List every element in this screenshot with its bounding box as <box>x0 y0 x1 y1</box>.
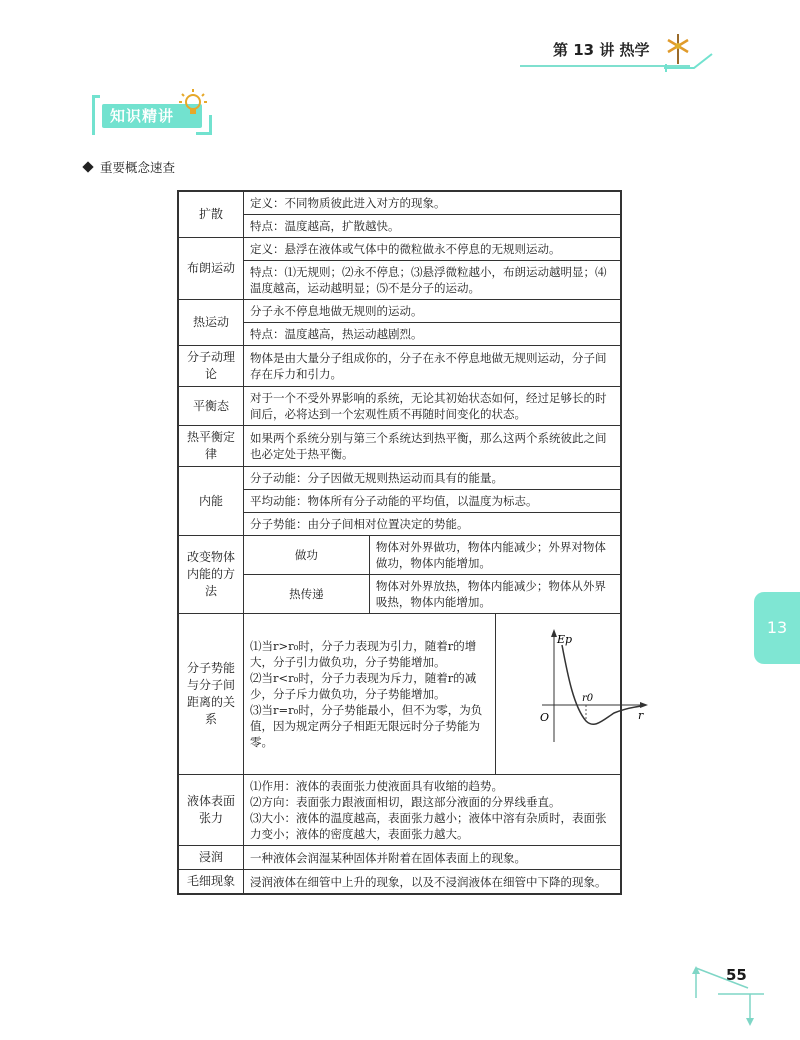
term-cell: 布朗运动 <box>178 238 244 300</box>
term-cell: 内能 <box>178 467 244 536</box>
definition-cell: 特点：温度越高，热运动越剧烈。 <box>244 323 622 346</box>
definition-cell: 定义：悬浮在液体或气体中的微粒做永不停息的无规则运动。 <box>244 238 622 261</box>
windmill-icon <box>664 30 714 74</box>
definition-cell: 定义：不同物质彼此进入对方的现象。 <box>244 191 622 215</box>
definition-cell: 特点：温度越高，扩散越快。 <box>244 215 622 238</box>
origin-label: O <box>539 711 549 724</box>
diamond-bullet-icon <box>82 161 93 172</box>
table-row <box>178 323 621 346</box>
section-badge-label: 知识精讲 <box>102 104 202 128</box>
term-cell: 改变物体内能的方法 <box>178 536 244 614</box>
lightbulb-icon <box>178 88 208 122</box>
definition-cell: 一种液体会润湿某种固体并附着在固体表面上的现象。 <box>244 846 622 870</box>
definition-cell: 如果两个系统分别与第三个系统达到热平衡，那么这两个系统彼此之间也必定处于热平衡。 <box>244 426 622 467</box>
definition-cell: 对于一个不受外界影响的系统，无论其初始状态如何，经过足够长的时间后，必将达到一个宏观性质不再随时间变化的状态。 <box>244 387 622 426</box>
potential-line: ⑵当r<r₀时，分子力表现为斥力，随着r的减少，分子斥力做负功，分子势能增加。 <box>250 671 477 701</box>
potential-line: ⑴当r>r₀时，分子力表现为引力，随着r的增大，分子引力做负功，分子势能增加。 <box>250 639 477 669</box>
table-row <box>178 614 621 775</box>
r0-label: r0 <box>581 693 593 704</box>
definition-cell: 物体是由大量分子组成你的，分子在永不停息地做无规则运动，分子间存在斥力和引力。 <box>244 346 622 387</box>
table-row <box>178 191 621 215</box>
subtitle-text: 重要概念速查 <box>100 160 176 175</box>
concept-table <box>177 190 643 895</box>
page-number: 55 <box>726 966 747 984</box>
table-row <box>178 513 621 536</box>
table-row <box>178 870 621 895</box>
term-cell: 液体表面张力 <box>178 775 244 846</box>
table-row <box>178 467 621 490</box>
section-subtitle <box>82 158 175 178</box>
badge-frame-left <box>92 95 100 135</box>
method-label: 做功 <box>244 536 370 575</box>
table-row <box>178 846 621 870</box>
term-cell: 分子动理论 <box>178 346 244 387</box>
table-row <box>178 346 621 387</box>
term-cell: 热平衡定律 <box>178 426 244 467</box>
method-label: 热传递 <box>244 575 370 614</box>
table-row <box>178 215 621 238</box>
table-row <box>178 387 621 426</box>
definition-cell: 分子动能：分子因做无规则热运动而具有的能量。 <box>244 467 622 490</box>
definition-cell: 平均动能：物体所有分子动能的平均值，以温度为标志。 <box>244 490 622 513</box>
table-row <box>178 300 621 323</box>
term-cell: 分子势能与分子间距离的关系 <box>178 614 244 775</box>
x-axis-arrow-icon <box>640 702 648 708</box>
definition-cell: 物体对外界做功，物体内能减少；外界对物体做功，物体内能增加。 <box>369 536 621 575</box>
definition-cell: 物体对外界放热，物体内能减少；物体从外界吸热，物体内能增加。 <box>369 575 621 614</box>
table-row <box>178 575 621 614</box>
definition-cell: 浸润液体在细管中上升的现象，以及不浸润液体在细管中下降的现象。 <box>244 870 622 895</box>
table-row <box>178 261 621 300</box>
y-axis-label: Ep <box>556 633 572 646</box>
term-cell: 热运动 <box>178 300 244 346</box>
term-cell: 平衡态 <box>178 387 244 426</box>
table-row <box>178 238 621 261</box>
potential-text-cell <box>244 614 496 775</box>
definition-cell: 特点：⑴无规则；⑵永不停息；⑶悬浮微粒越小，布朗运动越明显；⑷温度越高，运动越明显；⑸不是分子的运动。 <box>244 261 622 300</box>
table-row <box>178 426 621 467</box>
potential-line: ⑶当r=r₀时，分子势能最小，但不为零，为负值，因为规定两分子相距无限远时分子势能为零。 <box>250 703 483 749</box>
table-row <box>178 775 621 846</box>
chapter-header: 第 13 讲 热学 <box>553 41 650 59</box>
table-row <box>178 536 621 575</box>
definition-cell: ⑴作用：液体的表面张力使液面具有收缩的趋势。 ⑵方向：表面张力跟液面相切，跟这部分液面的分界线垂直。 ⑶大小：液体的温度越高，表面张力越小；液体中溶有杂质时，表面张力变小；液体的密度越大，表面张力越大。 <box>244 775 622 846</box>
definition-cell: 分子势能：由分子间相对位置决定的势能。 <box>244 513 622 536</box>
potential-graph-cell <box>495 614 643 775</box>
term-cell: 毛细现象 <box>178 870 244 895</box>
definition-cell: 分子永不停息地做无规则的运动。 <box>244 300 622 323</box>
chapter-side-tab: 13 <box>754 592 800 664</box>
term-cell: 浸润 <box>178 846 244 870</box>
potential-energy-graph <box>502 617 658 767</box>
x-axis-label: r <box>637 709 643 722</box>
potential-curve <box>562 645 642 724</box>
term-cell: 扩散 <box>178 191 244 238</box>
table-row <box>178 490 621 513</box>
